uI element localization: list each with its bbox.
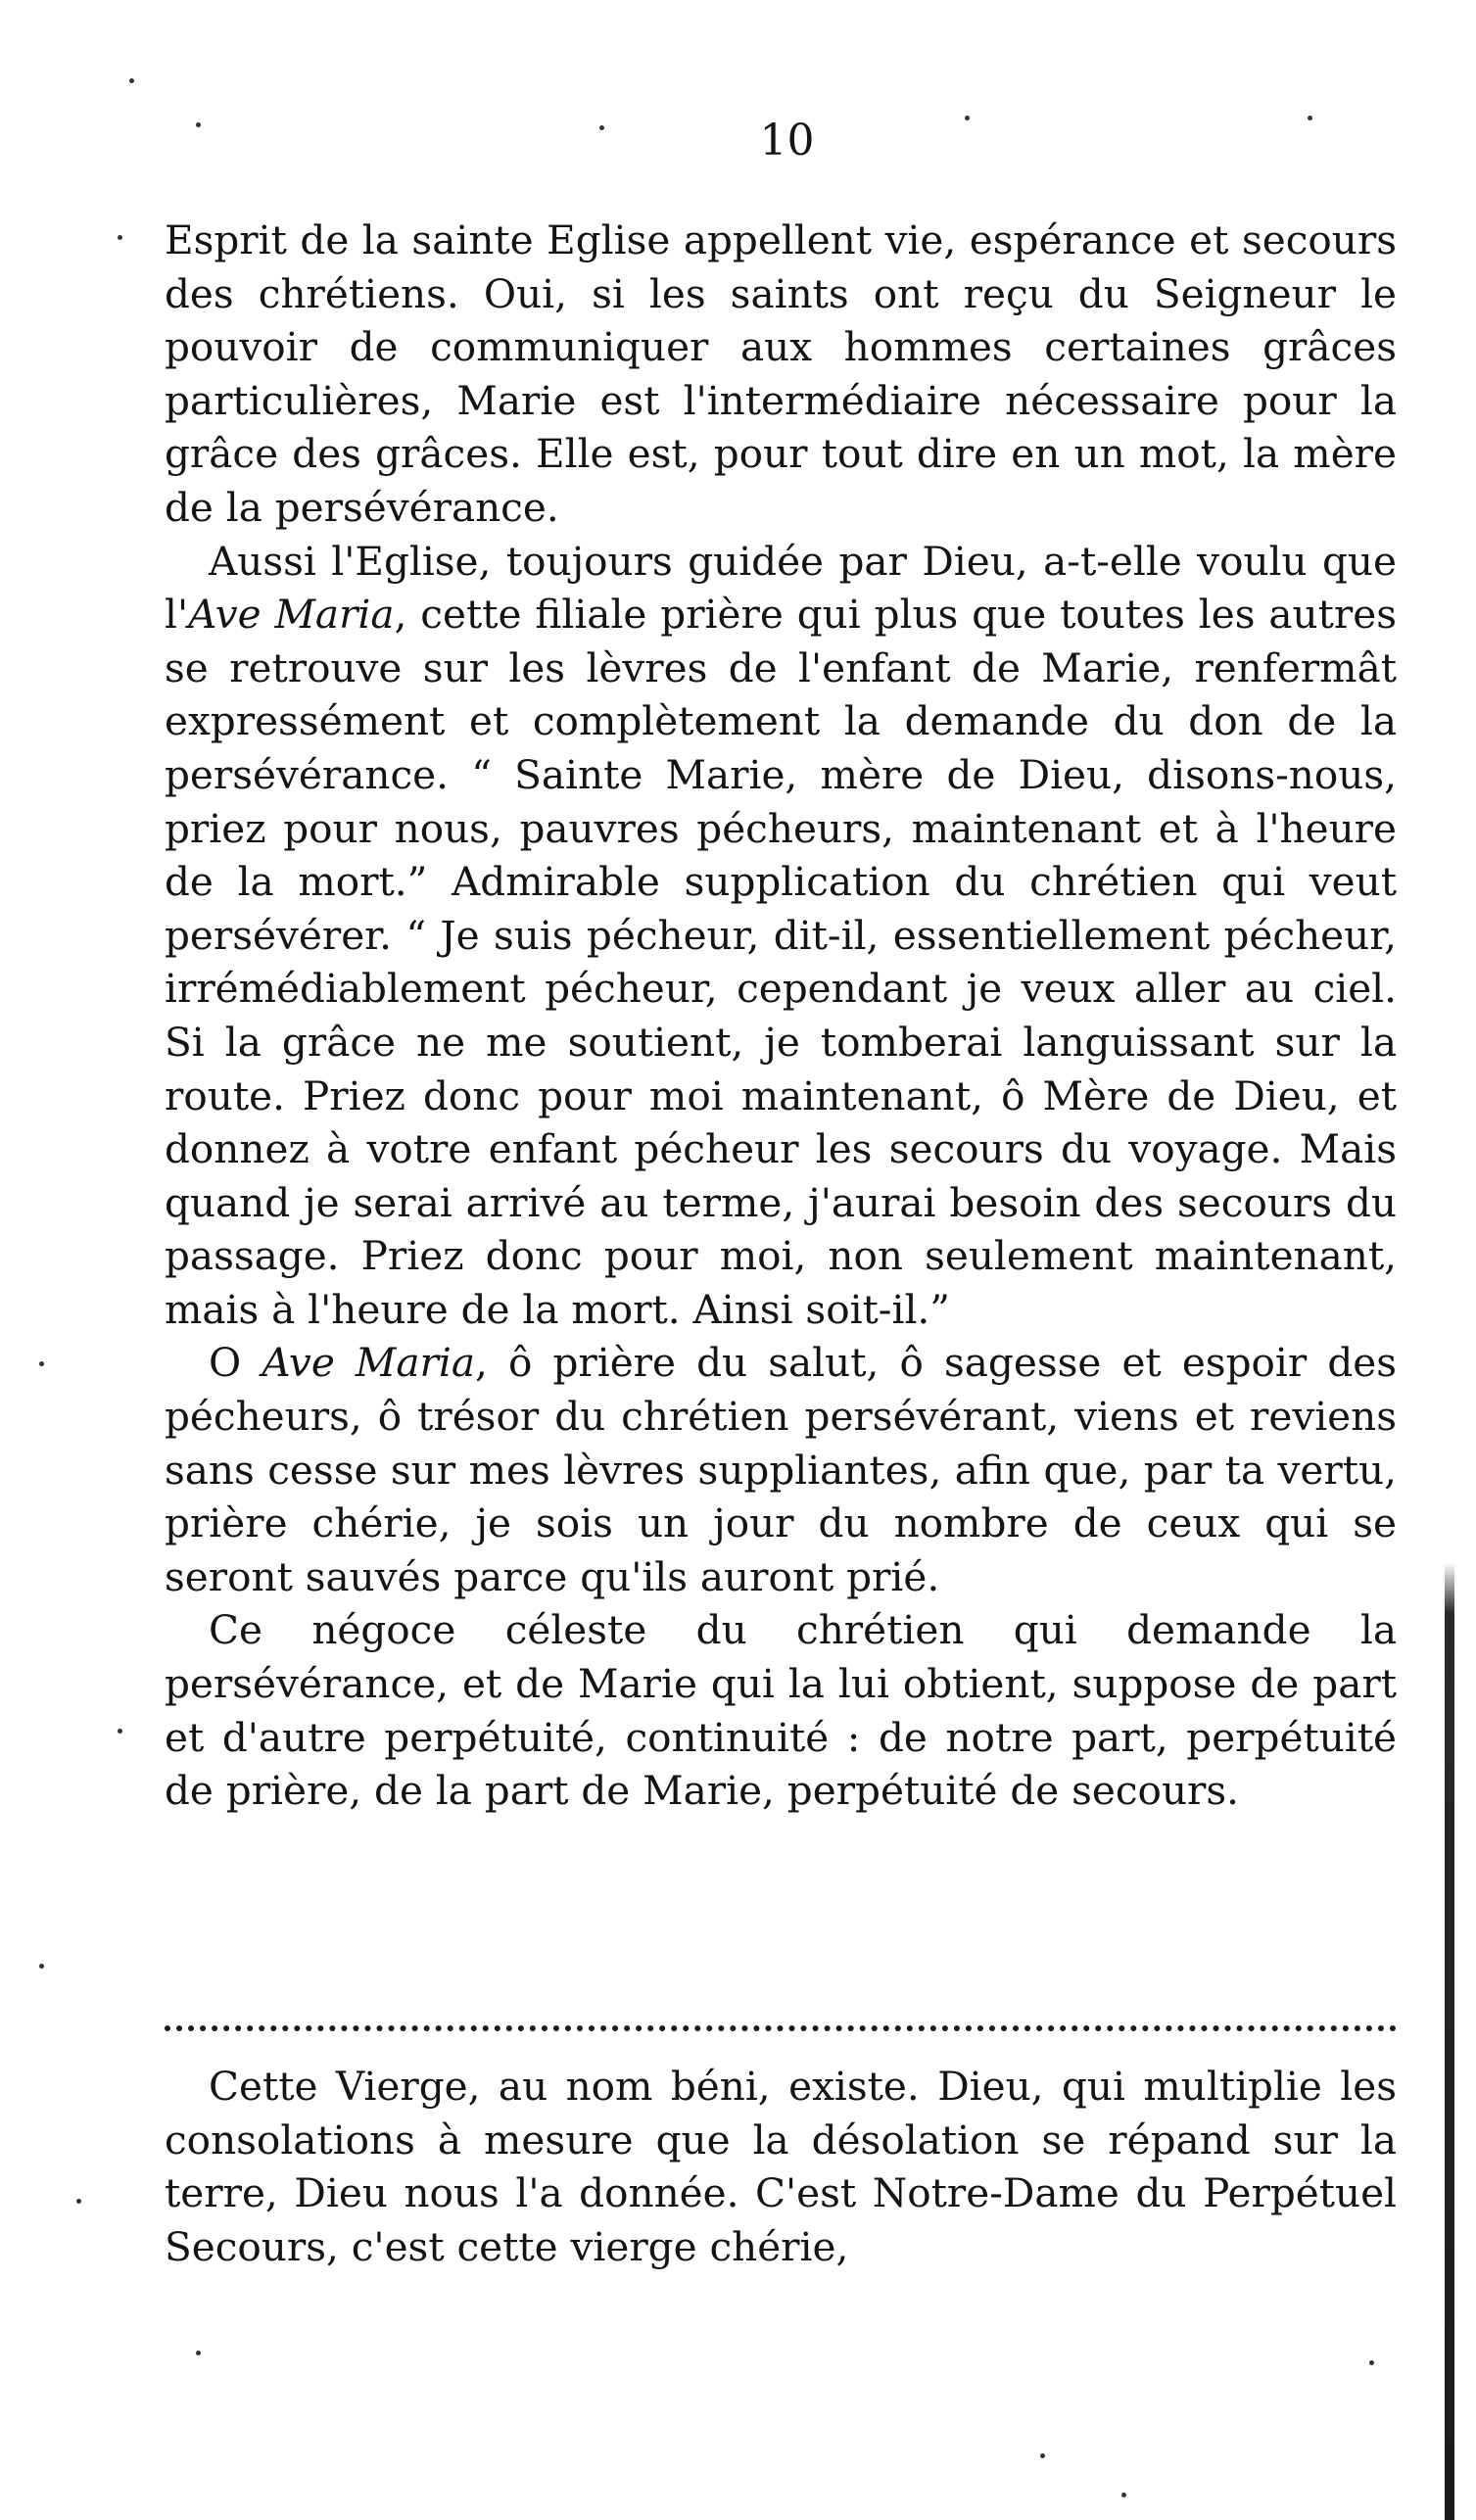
dotted-section-separator [165, 2025, 1397, 2037]
main-text-after-break [165, 2060, 1397, 2273]
paragraph-1: Esprit de la sainte Eglise appellent vie, espérance et secours des chrétiens. Oui, si les saints ont reçu du Seigneur le pouvoir de communiquer aux hommes certaines grâces particulières, Marie est l'intermédiaire nécessaire pour la grâce des grâces. Elle est, pour tout dire en un mot, la mère de la persévérance. [165, 216, 1397, 531]
paragraph-2-rest: , cette filiale prière qui plus que toutes les autres se retrouve sur les lèvres de l'enfant de Marie, renfermât expressément et complètement la demande du don de la persévérance. “ Sainte Marie, mère de Dieu, disons-nous, priez pour nous, pauvres pécheurs, maintenant et à l'heure de la mort.” Admirable supplication du chrétien qui veut persévérer. “ Je suis pécheur, dit-il, essentiellement pécheur, irrémédiablement pécheur, cependant je veux aller au ciel. Si la grâce ne me soutient, je tomberai languissant sur la route. Priez donc pour moi maintenant, ô Mère de Dieu, et donnez à votre enfant pécheur les secours du voyage. Mais quand je serai arrivé au terme, j'aurai besoin des secours du passage. Priez donc pour moi, non seulement maintenant, mais à l'heure de la mort. Ainsi soit-il.” [165, 591, 1397, 1333]
ave-maria-italic: Ave Maria [188, 591, 395, 639]
scan-edge-shadow [1445, 0, 1454, 2520]
paragraph-3-rest: , ô prière du salut, ô sagesse et espoir des pécheurs, ô trésor du chrétien persévérant, viens et reviens sans cesse sur mes lèvres suppliantes, afin que, par ta vertu, prière chérie, je sois un jour du nombre de ceux qui se seront sauvés parce qu'ils auront prié. [165, 1339, 1397, 1600]
paragraph-5: Cette Vierge, au nom béni, existe. Dieu, qui multiplie les consolations à mesure que la désolation se répand sur la terre, Dieu nous l'a donnée. C'est Notre-Dame du Perpétuel Secours, c'est cette vierge chérie, [165, 2063, 1397, 2270]
paragraph-4: Ce négoce céleste du chrétien qui demande la persévérance, et de Marie qui la lui obtient, suppose de part et d'autre perpétuité, continuité : de notre part, perpétuité de prière, de la part de Marie, perpétuité de secours. [165, 1606, 1397, 1815]
paragraph-2-start: Aussi l'Eglise, toujours guidée par Dieu, a-t-elle voulu que l' [165, 537, 1397, 639]
page-number: 10 [759, 116, 815, 166]
paragraph-3-start: O [209, 1339, 262, 1387]
ave-maria-italic: Ave Maria [262, 1339, 475, 1387]
main-text-before-break [165, 214, 1397, 1818]
paragraph-3 [165, 1336, 1397, 1603]
paragraph-2 [165, 535, 1397, 1337]
